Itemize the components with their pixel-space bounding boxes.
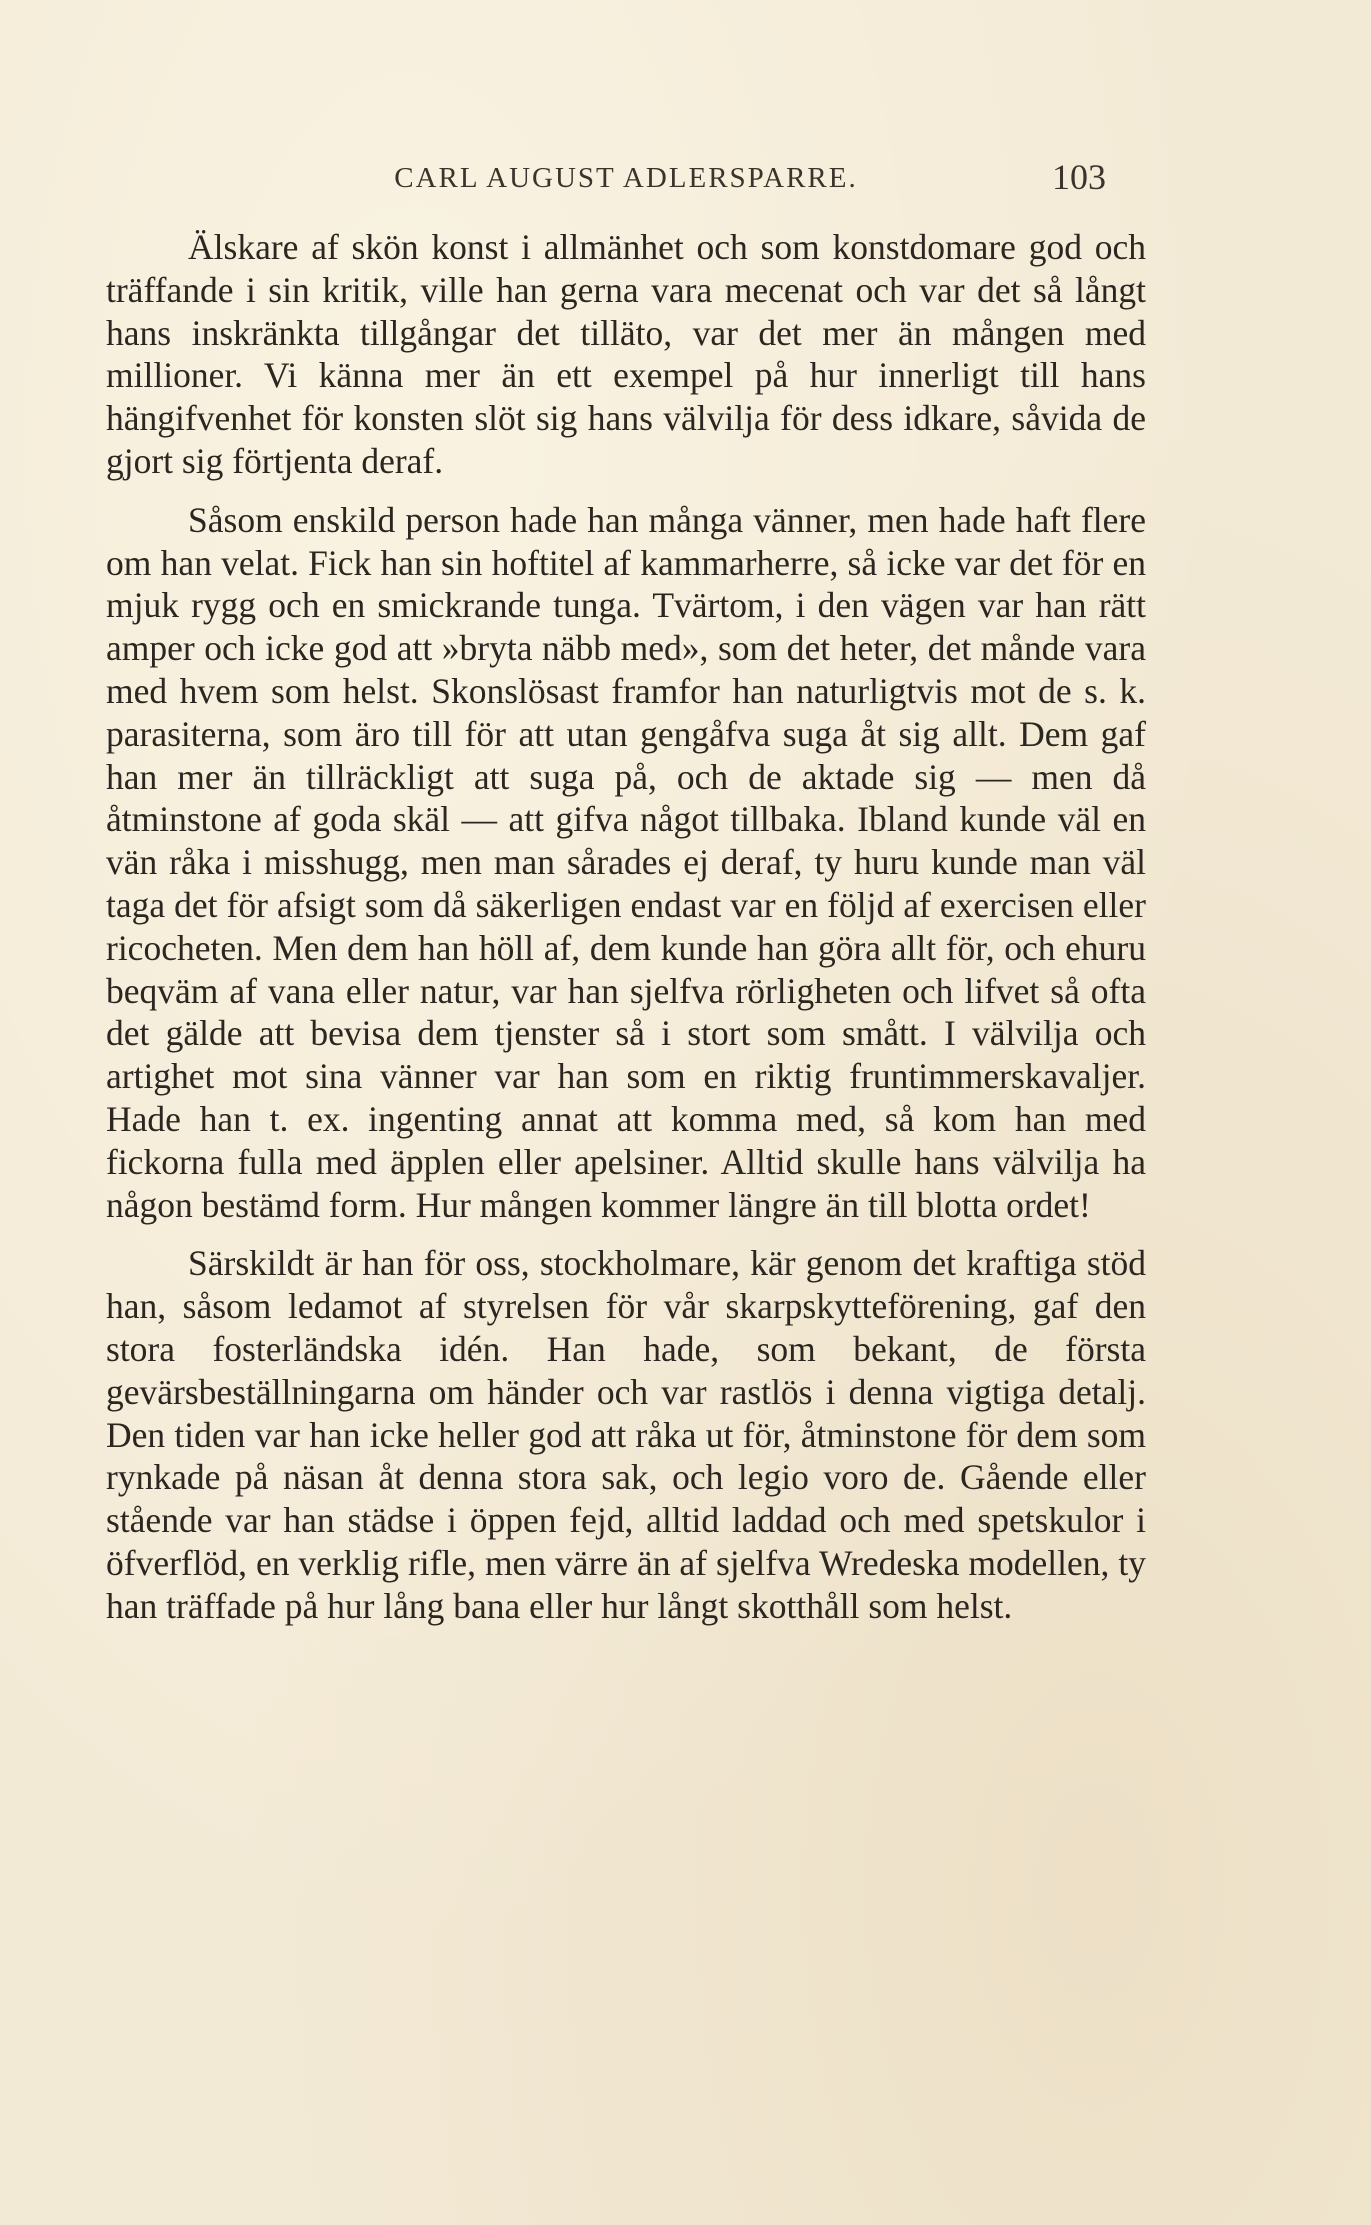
body-text [106, 226, 1146, 1628]
paragraph-2: Såsom enskild person hade han många vänner, men hade haft flere om han velat. Fick han sin hoftitel af kammarherre, så icke var det för en mjuk rygg och en smickrande tunga. Tvärtom, i den vägen var han rätt amper och icke god att »bryta näbb med», som det heter, det månde vara med hvem som helst. Skonslösast framfor han naturligtvis mot de s. k. parasiterna, som äro till för att utan gengåfva suga åt sig allt. Dem gaf han mer än tillräckligt att suga på, och de aktade sig — men då åtminstone af goda skäl — att gifva något tillbaka. Ibland kunde väl en vän råka i misshugg, men man sårades ej deraf, ty huru kunde man väl taga det för afsigt som då säkerligen endast var en följd af exercisen eller ricocheten. Men dem han höll af, dem kunde han göra allt för, och ehuru beqväm af vana eller natur, var han sjelfva rörligheten och lifvet så ofta det gälde att bevisa dem tjenster så i stort som smått. I välvilja och artighet mot sina vänner var han som en riktig fruntimmerskavaljer. Hade han t. ex. ingenting annat att komma med, så kom han med fickorna fulla med äpplen eller apelsiner. Alltid skulle hans välvilja ha någon bestämd form. Hur mången kommer längre än till blotta ordet! [106, 499, 1146, 1225]
page-number: 103 [1052, 157, 1106, 197]
running-head [106, 152, 1146, 202]
running-title: CARL AUGUST ADLERSPARRE. [394, 162, 858, 194]
paragraph-1: Älskare af skön konst i allmänhet och som konstdomare god och träffande i sin kritik, ville han gerna vara mecenat och var det så långt hans inskränkta tillgångar det tilläto, var det mer än mången med millioner. Vi känna mer än ett exempel på hur innerligt till hans hängifvenhet för konsten slöt sig hans välvilja för dess idkare, såvida de gjort sig förtjenta deraf. [106, 227, 1146, 481]
paragraph-3: Särskildt är han för oss, stockholmare, kär genom det kraftiga stöd han, såsom ledamot af styrelsen för vår skarpskytteförening, gaf den stora fosterländska idén. Han hade, som bekant, de första gevärsbeställningarna om händer och var rastlös i denna vigtiga detalj. Den tiden var han icke heller god att råka ut för, åtminstone för dem som rynkade på näsan åt denna stora sak, och legio voro de. Gående eller stående var han städse i öppen fejd, alltid laddad och med spetskulor i öfverflöd, en verklig rifle, men värre än af sjelfva Wredeska modellen, ty han träffade på hur lång bana eller hur långt skotthåll som helst. [106, 1243, 1146, 1626]
